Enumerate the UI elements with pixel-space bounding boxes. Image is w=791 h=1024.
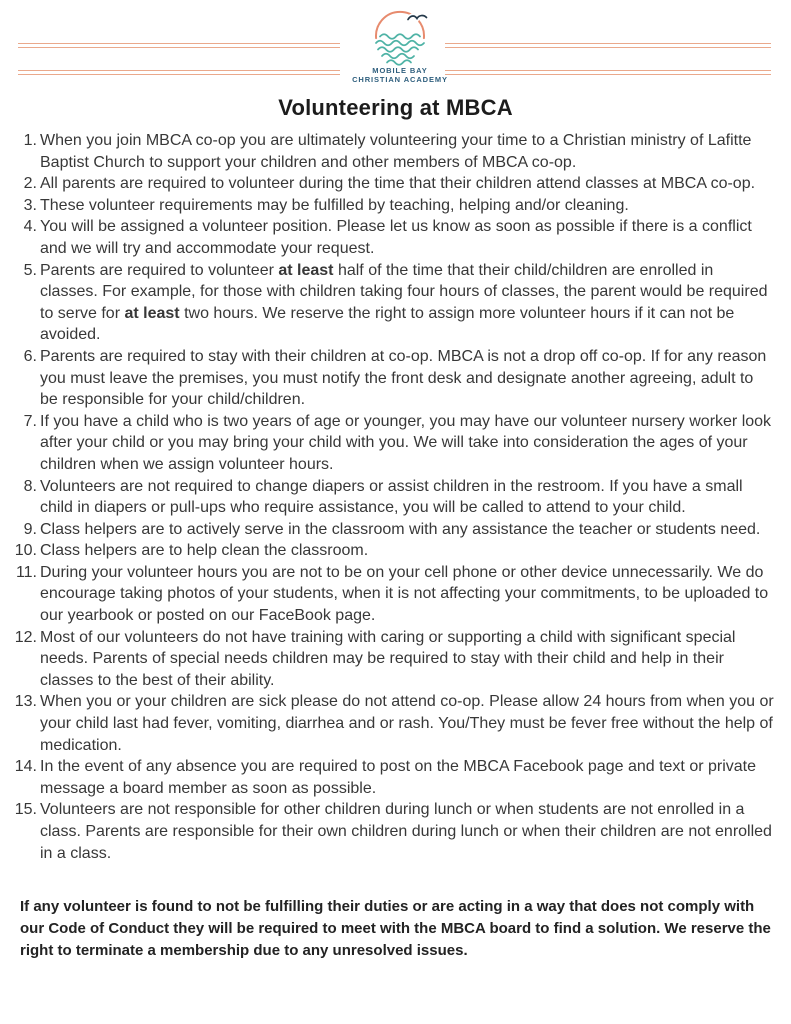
list-item <box>13 411 777 476</box>
list-item <box>13 216 777 259</box>
item-number: 13. <box>14 693 37 711</box>
list-item <box>13 260 777 346</box>
item-number: 12. <box>14 628 37 646</box>
item-number: 11. <box>15 563 37 581</box>
logo-graphic-icon <box>354 10 446 67</box>
item-text: When you join MBCA co-op you are ultimately volunteering your time to a Christian ministry of Lafitte Baptist Church to support your children and other members of MBCA co-op. <box>40 132 752 171</box>
list-item <box>13 130 777 173</box>
decorative-line <box>445 70 771 75</box>
item-number: 8. <box>23 477 37 495</box>
item-number: 4. <box>23 218 37 236</box>
logo-name-line1: MOBILE BAY <box>372 66 428 75</box>
footer-notice: If any volunteer is found to not be fulfilling their duties or are acting in a way that does not comply with our Code of Conduct they will be required to meet with the MBCA board to find a solution. We reserve the right to terminate a membership due to any unresolved issues. <box>20 898 771 960</box>
list-item <box>13 540 777 562</box>
list-item <box>13 799 777 864</box>
item-text: During your volunteer hours you are not to be on your cell phone or other device unnecessarily. We do encourage taking photos of your students, when it is not affecting your commitments, to be uploaded to our yearbook or posted on our FaceBook page. <box>40 563 769 625</box>
logo-name-line2: CHRISTIAN ACADEMY <box>352 74 448 84</box>
list-item <box>13 195 777 217</box>
item-text: You will be assigned a volunteer position. Please let us know as soon as possible if there is a conflict and we will try and accommodate your request. <box>40 218 752 257</box>
volunteer-rules-list <box>0 130 791 864</box>
item-number: 1. <box>23 132 37 149</box>
item-number: 10. <box>14 542 37 560</box>
decorative-line <box>445 43 771 48</box>
item-number: 15. <box>14 801 37 819</box>
list-item <box>13 691 777 756</box>
item-text: Parents are required to stay with their children at co-op. MBCA is not a drop off co-op. If for any reason you must leave the premises, you must notify the front desk and designate another agreeing, adult to be responsible for your child/children. <box>40 347 767 409</box>
list-item <box>13 562 777 627</box>
list-item <box>13 756 777 799</box>
mbca-logo <box>344 10 456 84</box>
page-header <box>0 0 791 88</box>
item-number: 9. <box>23 520 37 538</box>
item-text: In the event of any absence you are required to post on the MBCA Facebook page and text or private message a board member as soon as possible. <box>40 758 757 797</box>
list-item <box>13 346 777 411</box>
decorative-line <box>18 43 340 48</box>
list-item <box>13 173 777 195</box>
item-text: Volunteers are not required to change diapers or assist children in the restroom. If you have a small child in diapers or pull-ups who require assistance, you will be called to attend to your child. <box>40 477 743 517</box>
item-text: Class helpers are to help clean the classroom. <box>40 542 369 560</box>
item-number: 6. <box>23 347 37 365</box>
page-title: Volunteering at MBCA <box>278 95 513 120</box>
item-text: Class helpers are to actively serve in the classroom with any assistance the teacher or students need. <box>40 520 761 538</box>
waves-icon <box>376 34 424 65</box>
item-text: Volunteers are not responsible for other children during lunch or when students are not enrolled in a class. Parents are responsible for their own children during lunch or when their children are not enrolled in a class. <box>40 801 772 862</box>
item-text: If you have a child who is two years of age or younger, you may have our volunteer nursery worker look after your child or you may bring your child with you. We will take into consideration the ages of your children when we assign volunteer hours. <box>40 412 772 473</box>
decorative-line <box>18 70 340 75</box>
item-number: 14. <box>14 758 37 776</box>
item-text: When you or your children are sick please do not attend co-op. Please allow 24 hours from when you or your child last had fever, vomiting, diarrhea and or rash. You/They must be fever free without the help of medication. <box>40 693 774 754</box>
item-text: All parents are required to volunteer during the time that their children attend classes at MBCA co-op. <box>40 175 756 193</box>
item-text: These volunteer requirements may be fulfilled by teaching, helping and/or cleaning. <box>40 196 629 214</box>
list-item <box>13 476 777 519</box>
item-number: 7. <box>23 412 37 430</box>
item-text: Most of our volunteers do not have training with caring or supporting a child with significant special needs. Parents of special needs children may be required to stay with their child and help in their classes to the best of their ability. <box>40 628 736 689</box>
list-item <box>13 519 777 541</box>
item-number: 5. <box>23 261 37 279</box>
item-number: 3. <box>23 196 37 214</box>
item-text: Parents are required to volunteer at least half of the time that their child/children are enrolled in classes. For example, for those with children taking four hours of classes, the parent would be required to serve for at least two hours. We reserve the right to assign more volunteer hours if it can not be avoided. <box>40 261 768 344</box>
item-number: 2. <box>23 175 37 193</box>
list-item <box>13 627 777 692</box>
